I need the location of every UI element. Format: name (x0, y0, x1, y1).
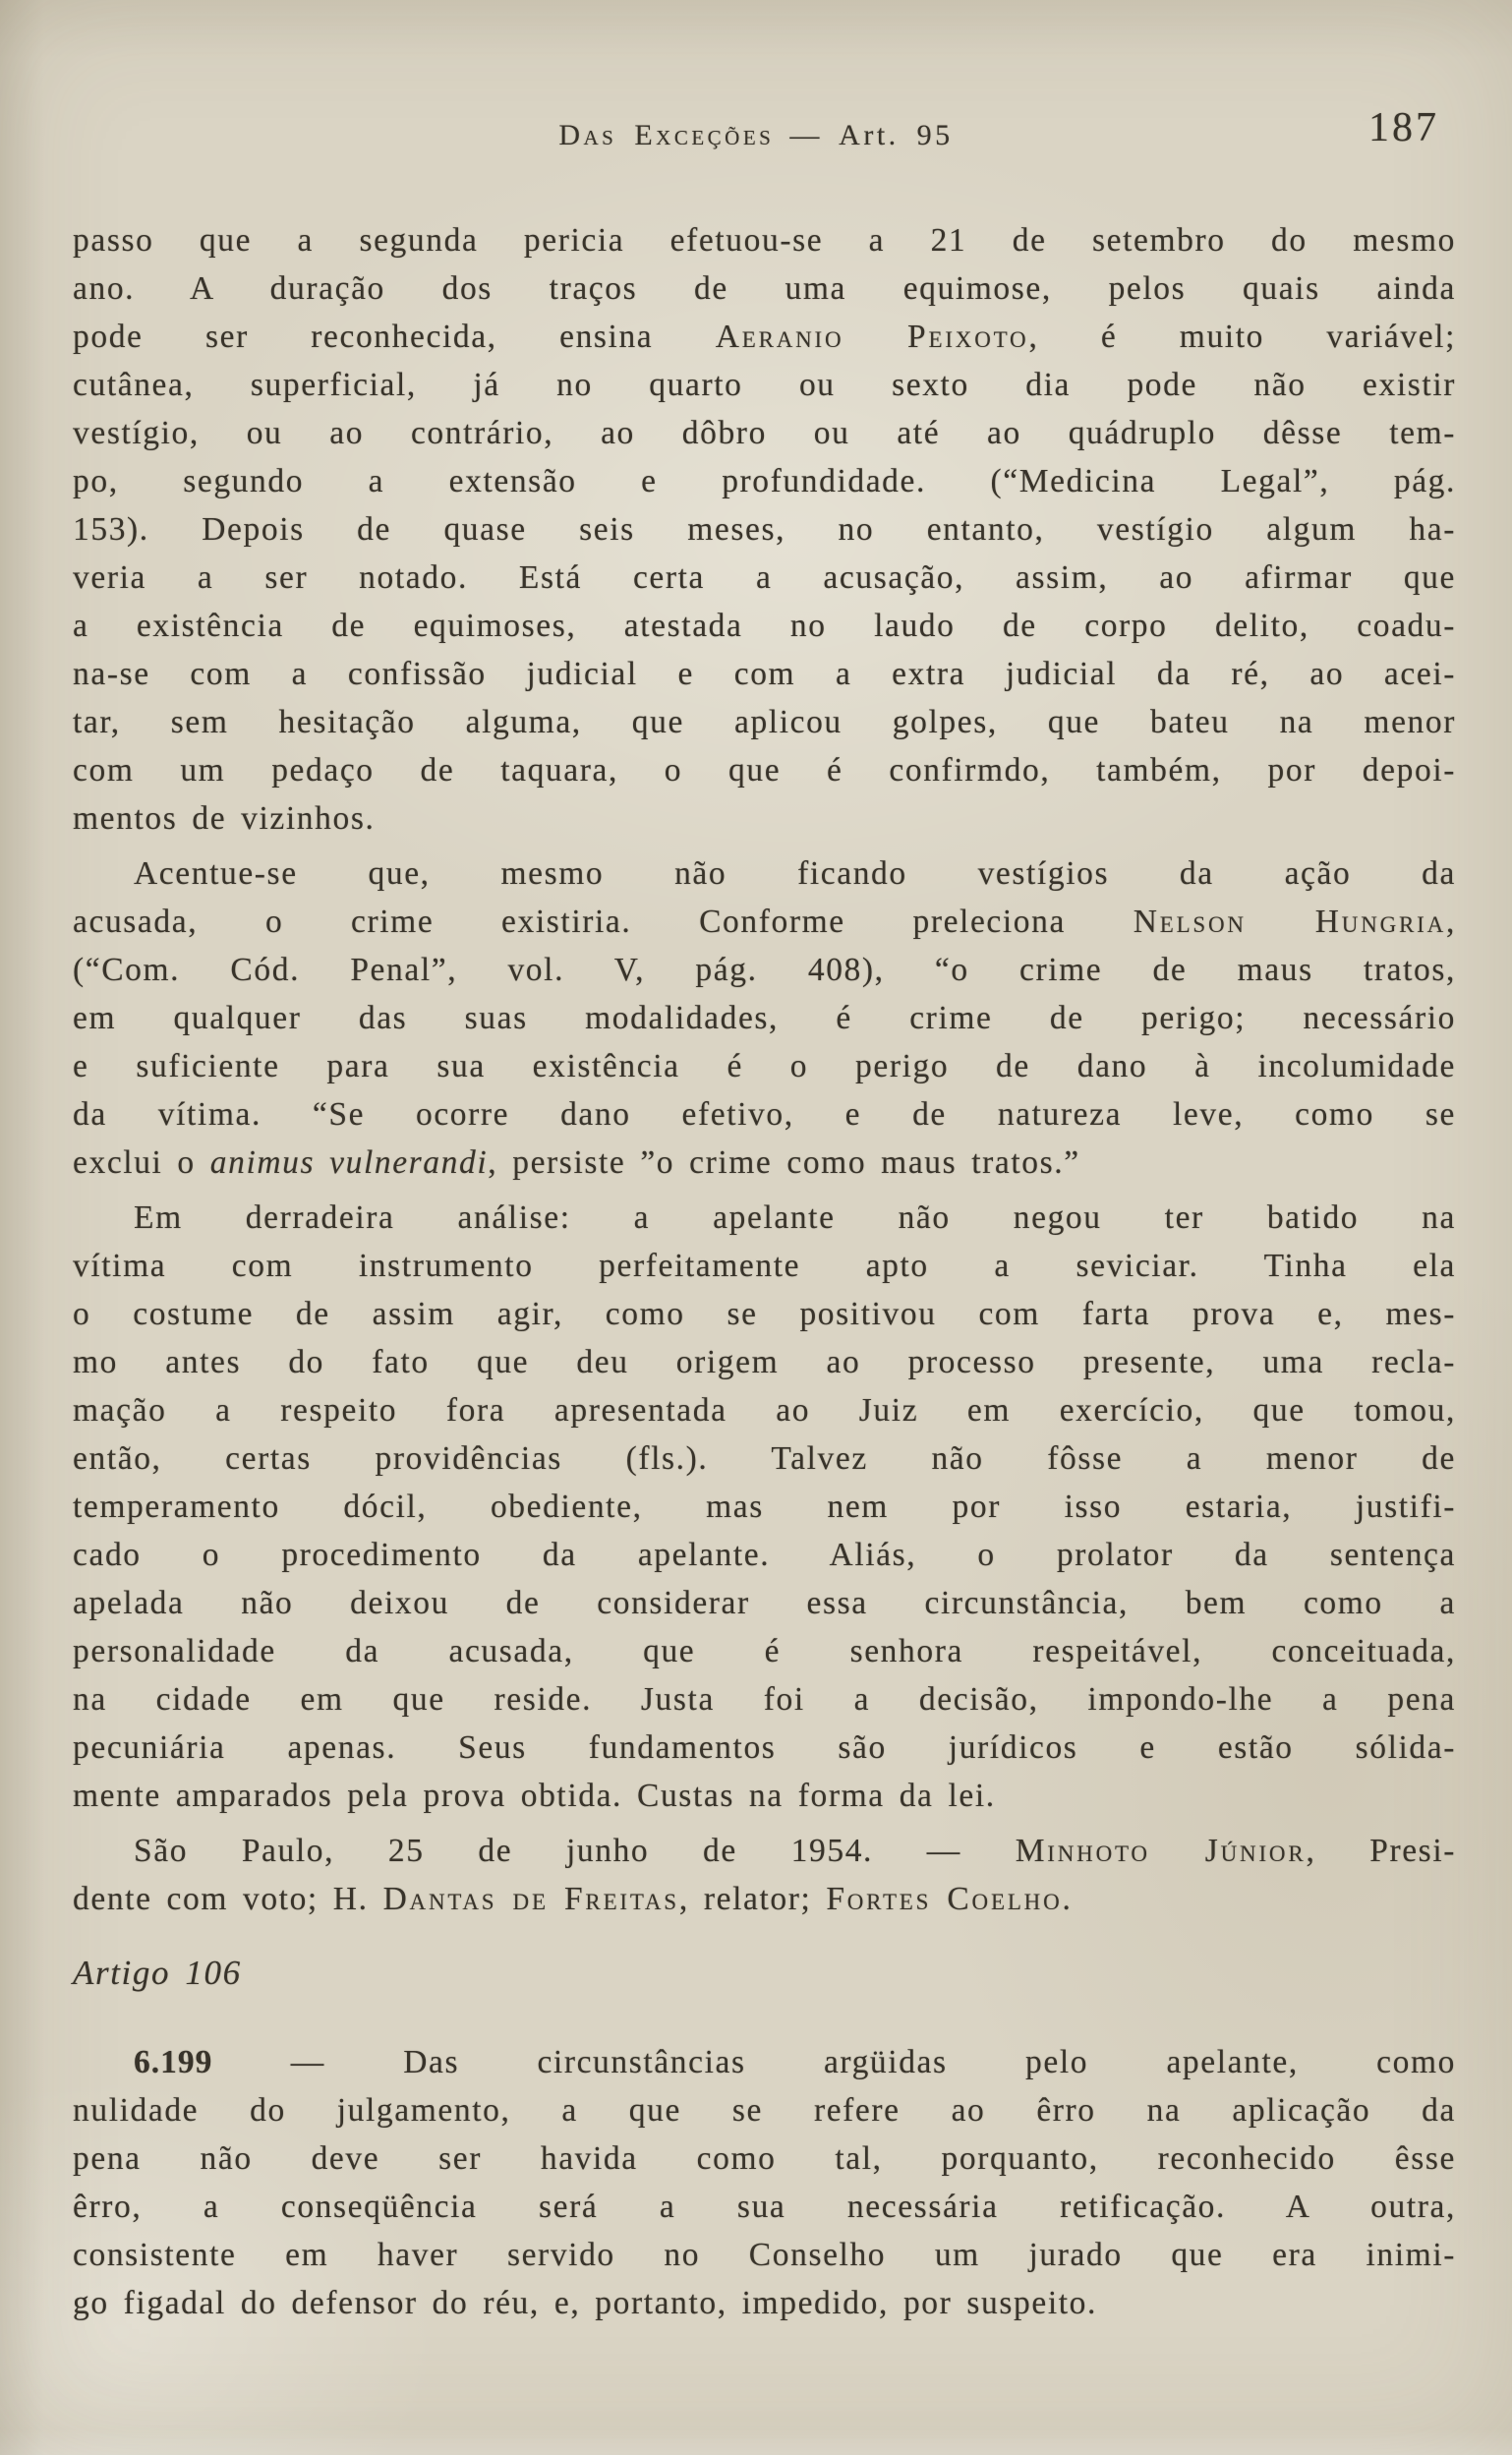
paragraph (73, 1194, 1456, 1820)
text-segment: Nelson Hungria (1133, 904, 1447, 940)
text-line (73, 1434, 1456, 1483)
text-line (73, 1949, 1456, 1997)
text-segment: Artigo 106 (73, 1954, 242, 1992)
text-line (73, 1242, 1456, 1290)
paragraph (73, 2038, 1456, 2327)
header-article: — Art. 95 (789, 119, 954, 151)
text-segment: na cidade em que reside. Justa foi a decisão, impondo-lhe a pena (73, 1681, 1456, 1718)
text-segment: vítima com instrumento perfeitamente apto a seviciar. Tinha ela (73, 1248, 1456, 1284)
text-segment: (“Com. Cód. Penal”, vol. V, pág. 408), “o crime de maus tratos, (73, 952, 1456, 988)
text-line (73, 2134, 1456, 2183)
text-line (73, 1386, 1456, 1434)
text-segment: po, segundo a extensão e profundidade. (“Medicina Legal”, pág. (73, 463, 1456, 499)
text-line (73, 361, 1456, 409)
text-segment: consistente em haver servido no Conselho um jurado que era inimi- (73, 2237, 1456, 2273)
text-line (73, 1290, 1456, 1338)
text-line (73, 1675, 1456, 1724)
text-segment: e suficiente para sua existência é o perigo de dano à incolumidade (73, 1048, 1456, 1084)
text-segment: cado o procedimento da apelante. Aliás, o prolator da sentença (73, 1537, 1456, 1573)
running-header (0, 0, 1512, 153)
text-segment: 153). Depois de quase seis meses, no entanto, vestígio algum ha- (73, 511, 1456, 548)
text-segment: , é muito variável; (1028, 319, 1456, 355)
text-line (73, 1338, 1456, 1386)
text-line (73, 1579, 1456, 1627)
text-segment: Acentue-se que, mesmo não ficando vestígios da ação da (134, 855, 1456, 892)
text-segment: vestígio, ou ao contrário, ao dôbro ou até ao quádruplo dêsse tem- (73, 415, 1456, 451)
text-segment: com um pedaço de taquara, o que é confirmdo, também, por depoi- (73, 752, 1456, 789)
text-segment: ano. A duração dos traços de uma equimose, pelos quais ainda (73, 270, 1456, 307)
text-line (73, 650, 1456, 698)
text-line (73, 1772, 1456, 1820)
text-segment: , Presi- (1306, 1833, 1456, 1869)
paragraph (73, 216, 1456, 843)
text-line (73, 2279, 1456, 2327)
text-segment: mação a respeito fora apresentada ao Juiz em exercício, que tomou, (73, 1392, 1456, 1429)
text-segment: . (1062, 1881, 1073, 1917)
text-line (73, 2038, 1456, 2086)
header-title: Das Exceções (558, 119, 775, 151)
text-segment: acusada, o crime existiria. Conforme preleciona (73, 904, 1134, 940)
text-segment: personalidade da acusada, que é senhora respeitável, conceituada, (73, 1633, 1456, 1669)
text-segment: veria a ser notado. Está certa a acusação, assim, ao afirmar que (73, 559, 1456, 596)
text-segment: mente amparados pela prova obtida. Custas na forma da lei. (73, 1778, 996, 1814)
text-line (73, 946, 1456, 994)
text-segment: exclui o (73, 1144, 210, 1181)
text-line (73, 794, 1456, 843)
text-line (73, 457, 1456, 505)
text-segment: na-se com a confissão judicial e com a extra judicial da ré, ao acei- (73, 656, 1456, 692)
text-line (73, 746, 1456, 794)
text-segment: , persiste ”o crime como maus tratos.” (488, 1144, 1080, 1181)
text-segment: apelada não deixou de considerar essa circunstância, bem como a (73, 1585, 1456, 1621)
text-segment: passo que a segunda pericia efetuou-se a 21 de setembro do mesmo (73, 222, 1456, 259)
text-segment: êrro, a conseqüência será a sua necessária retificação. A outra, (73, 2189, 1456, 2225)
text-line (73, 994, 1456, 1042)
text-line (73, 313, 1456, 361)
text-line (73, 409, 1456, 457)
text-line (73, 602, 1456, 650)
text-segment: Fortes Coelho (826, 1881, 1063, 1917)
text-line (73, 1724, 1456, 1772)
text-line (73, 216, 1456, 264)
text-line (73, 1875, 1456, 1923)
text-line (73, 849, 1456, 898)
text-segment: da vítima. “Se ocorre dano efetivo, e de natureza leve, como se (73, 1096, 1456, 1133)
text-segment: — Das circunstâncias argüidas pelo apelante, como (212, 2044, 1456, 2080)
text-line (73, 1090, 1456, 1139)
text-segment: Aeranio Peixoto (715, 319, 1029, 355)
text-line (73, 1627, 1456, 1675)
text-line (73, 1483, 1456, 1531)
text-segment: pena não deve ser havida como tal, porquanto, reconhecido êsse (73, 2140, 1456, 2177)
text-segment: cutânea, superficial, já no quarto ou sexto dia pode não existir (73, 367, 1456, 403)
text-segment: pode ser reconhecida, ensina (73, 319, 716, 355)
text-segment: a existência de equimoses, atestada no laudo de corpo delito, coadu- (73, 608, 1456, 644)
text-line (73, 264, 1456, 313)
text-segment: Em derradeira análise: a apelante não negou ter batido na (134, 1199, 1456, 1236)
text-line (73, 505, 1456, 554)
text-segment: São Paulo, 25 de junho de 1954. — (134, 1833, 1016, 1869)
text-segment: dente com voto; H. (73, 1881, 383, 1917)
text-segment: go figadal do defensor do réu, e, portanto, impedido, por suspeito. (73, 2285, 1097, 2321)
text-segment: Minhoto Júnior (1015, 1833, 1307, 1869)
text-line (73, 898, 1456, 946)
text-block (0, 216, 1512, 2327)
text-line (73, 554, 1456, 602)
text-segment: em qualquer das suas modalidades, é crime de perigo; necessário (73, 1000, 1456, 1036)
text-segment: , (1446, 904, 1457, 940)
text-segment: Dantas de Freitas (382, 1881, 679, 1917)
paragraph (73, 849, 1456, 1187)
text-line (73, 2231, 1456, 2279)
text-segment: animus vulnerandi (209, 1144, 489, 1181)
text-line (73, 2183, 1456, 2231)
text-segment: o costume de assim agir, como se positivou com farta prova e, mes- (73, 1296, 1456, 1332)
text-segment: nulidade do julgamento, a que se refere ao êrro na aplicação da (73, 2092, 1456, 2129)
text-line (73, 2086, 1456, 2134)
text-segment: pecuniária apenas. Seus fundamentos são jurídicos e estão sólida- (73, 1729, 1456, 1766)
text-line (73, 1194, 1456, 1242)
text-segment: , relator; (678, 1881, 827, 1917)
text-line (73, 1139, 1456, 1187)
text-line (73, 698, 1456, 746)
text-segment: 6.199 (134, 2044, 213, 2080)
page-number: 187 (1368, 105, 1439, 150)
text-line (73, 1042, 1456, 1090)
text-segment: mo antes do fato que deu origem ao processo presente, uma recla- (73, 1344, 1456, 1380)
article-heading (73, 1949, 1456, 1997)
text-segment: então, certas providências (fls.). Talvez não fôsse a menor de (73, 1440, 1456, 1477)
paragraph (73, 1827, 1456, 1923)
text-line (73, 1827, 1456, 1875)
text-segment: temperamento dócil, obediente, mas nem por isso estaria, justifi- (73, 1489, 1456, 1525)
text-line (73, 1531, 1456, 1579)
text-segment: tar, sem hesitação alguma, que aplicou golpes, que bateu na menor (73, 704, 1456, 740)
text-segment: mentos de vizinhos. (73, 800, 376, 837)
